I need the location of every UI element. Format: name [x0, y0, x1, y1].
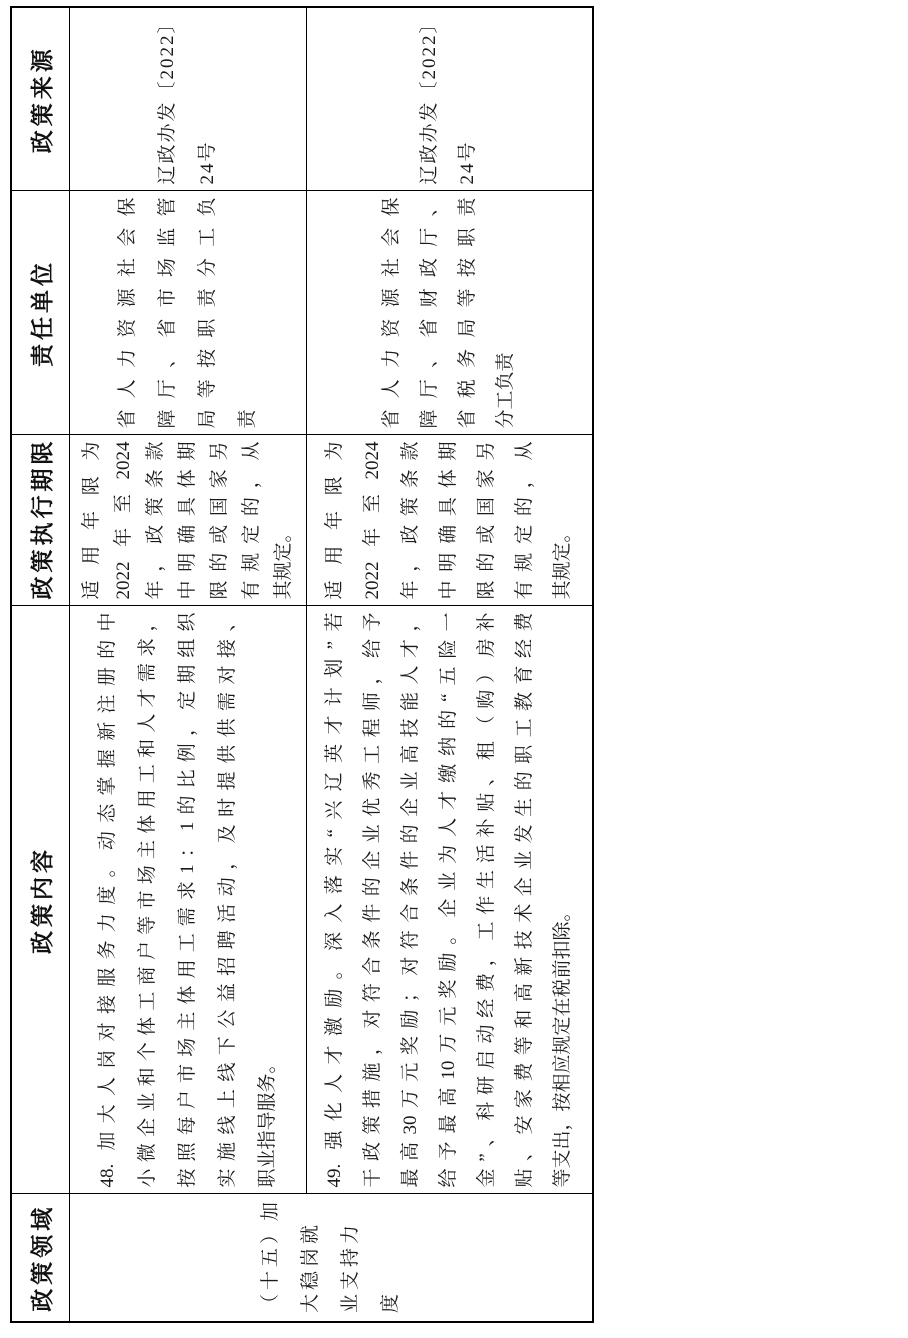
text-line: 2022年至2024 [112, 441, 134, 600]
text-line: 分工负责 [495, 352, 517, 429]
text-line: 给予最高10万元奖励。企业为人才缴纳的“五险一 [438, 612, 460, 1188]
text-line: 中明确具体期 [438, 441, 460, 600]
text-line: （十五）加 [259, 1197, 281, 1313]
col-header-policy-source: 政策来源 [11, 7, 69, 191]
col-header-responsible-unit: 责任单位 [11, 191, 69, 435]
cell-policy-period-49 [306, 435, 593, 606]
text-line: 责 [236, 409, 258, 429]
text-line: 障厅、省财政厅、 [419, 197, 441, 429]
text-line: 省人力资源社会保 [116, 197, 138, 429]
col-header-policy-period: 政策执行期限 [11, 435, 69, 606]
text-line: 最高30万元奖励；对符合条件的企业高技能人才， [400, 612, 422, 1188]
text-line: 干政策措施，对符合条件的企业优秀工程师，给予 [362, 612, 384, 1188]
text-line: 48. 加大人岗对接服务力度。动态掌握新注册的中 [96, 612, 118, 1188]
text-line: 小微企业和个体工商户等市场主体用工和人才需求， [136, 612, 158, 1188]
cell-policy-content-49 [306, 606, 593, 1194]
text-line: 等支出，按相应规定在税前扣除。 [552, 902, 574, 1188]
table-row-48 [69, 7, 306, 1322]
cell-policy-period-48 [69, 435, 306, 606]
text-line: 2022年至2024 [362, 441, 384, 600]
text-line: 按照每户市场主体用工需求1：1的比例，定期组织 [176, 612, 198, 1188]
text-line: 职业指导服务。 [256, 1054, 278, 1188]
cell-policy-source-49 [306, 7, 593, 191]
col-header-policy-content: 政策内容 [11, 606, 69, 1194]
text-line: 障厅、省市场监管 [156, 197, 178, 429]
text-line: 有规定的，从 [240, 441, 262, 600]
text-line: 年，政策条款 [400, 441, 422, 600]
text-line: 适用年限为 [324, 441, 346, 600]
cell-responsible-unit-49 [306, 191, 593, 435]
text-line: 24号 [457, 140, 479, 185]
text-line: 限的或国家另 [476, 441, 498, 600]
text-line: 有规定的，从 [514, 441, 536, 600]
text-line: 实施线上线下公益招聘活动，及时提供供需对接、 [216, 612, 238, 1188]
cell-responsible-unit-48 [69, 191, 306, 435]
text-line: 限的或国家另 [208, 441, 230, 600]
table-row-49 [306, 7, 593, 1322]
cell-policy-source-48 [69, 7, 306, 191]
text-line: 其规定。 [552, 523, 574, 600]
text-line: 省税务局等按职责 [457, 197, 479, 429]
col-header-policy-domain: 政策领域 [11, 1194, 69, 1322]
text-line: 省人力资源社会保 [381, 197, 403, 429]
policy-table [10, 6, 594, 1323]
text-line: 贴、安家费等和高新技术企业发生的职工教育经费 [514, 612, 536, 1188]
cell-policy-domain-merged [69, 1194, 593, 1322]
text-line: 辽政办发〔2022〕 [419, 12, 441, 185]
text-line: 度 [379, 1289, 401, 1313]
text-line: 金”、科研启动经费，工作生活补贴、租（购）房补 [476, 612, 498, 1188]
text-line: 其规定。 [272, 523, 294, 600]
text-line: 年，政策条款 [144, 441, 166, 600]
text-line: 49. 强化人才激励。深入落实“兴辽英才计划”若 [324, 612, 346, 1188]
text-line: 辽政办发〔2022〕 [156, 12, 178, 185]
text-line: 大稳岗就 [299, 1220, 321, 1313]
cell-policy-content-48 [69, 606, 306, 1194]
table-header-row [11, 7, 69, 1322]
text-line: 局等按职责分工负 [196, 197, 218, 429]
text-line: 24号 [196, 140, 218, 185]
text-line: 适用年限为 [80, 441, 102, 600]
text-line: 中明确具体期 [176, 441, 198, 600]
text-line: 业支持力 [339, 1220, 361, 1313]
